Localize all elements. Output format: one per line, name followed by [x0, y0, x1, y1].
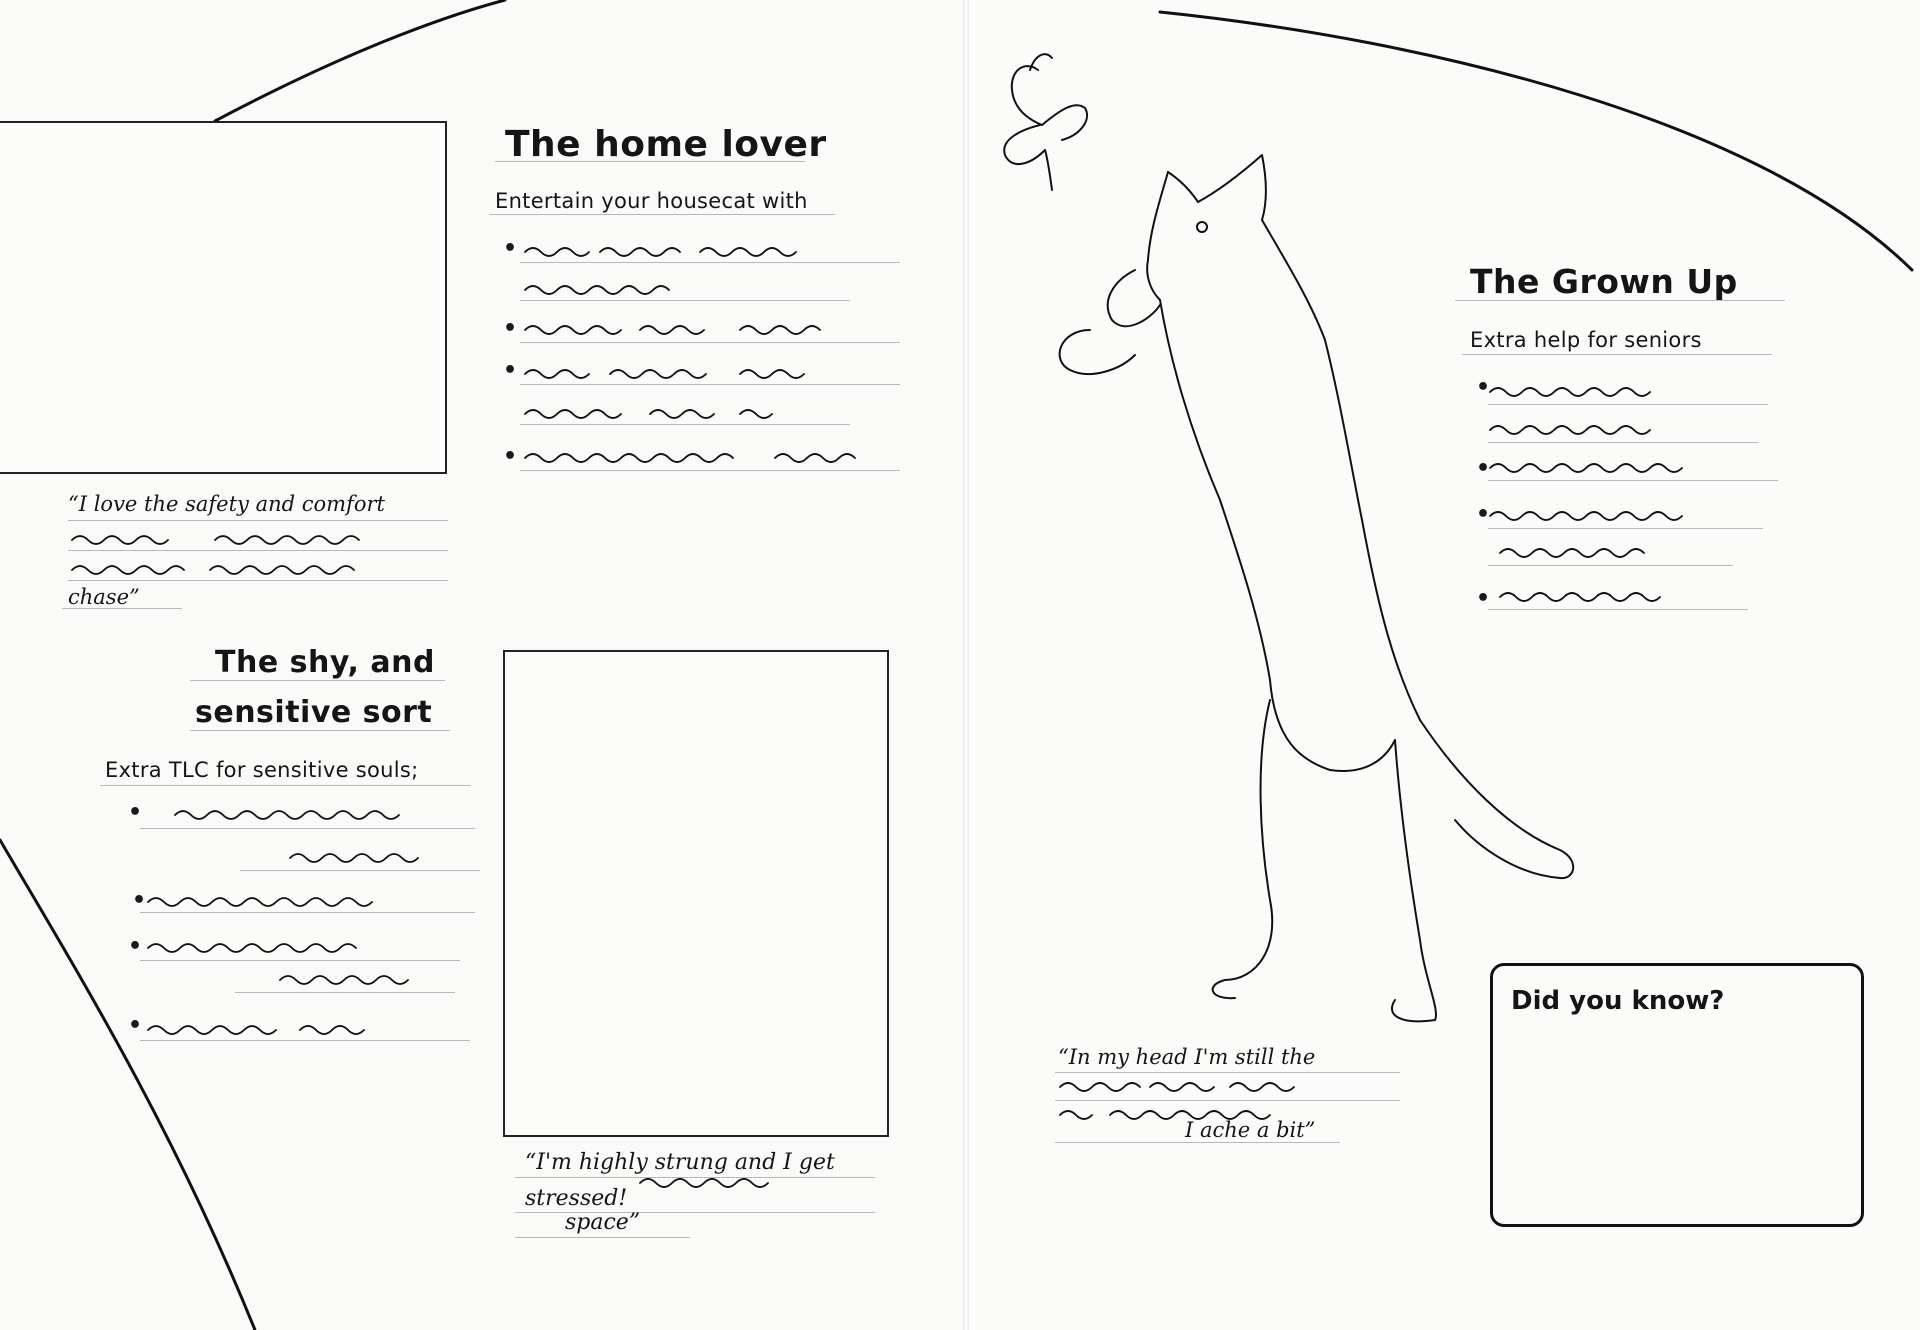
section-title-shy-line2: sensitive sort — [195, 695, 433, 730]
bullet-home-2: • — [503, 316, 518, 341]
quote-grown-start: “In my head I'm still the — [1058, 1045, 1316, 1069]
page-fold — [963, 0, 969, 1330]
section-subtitle-grown-up: Extra help for seniors — [1470, 328, 1702, 352]
did-you-know-title: Did you know? — [1511, 986, 1725, 1016]
bullet-grown-4: • — [1476, 586, 1491, 611]
bullet-shy-2: • — [132, 888, 147, 913]
section-title-shy-line1: The shy, and — [215, 645, 435, 680]
bullet-shy-3: • — [128, 934, 143, 959]
bullet-home-1: • — [503, 236, 518, 261]
bullet-home-4: • — [503, 444, 518, 469]
girl-cat-photo — [503, 650, 889, 1137]
quote-shy-end: space” — [565, 1210, 641, 1235]
did-you-know-box — [1490, 963, 1864, 1227]
bullet-shy-1: • — [128, 800, 143, 825]
quote-home-lover-end: chase” — [68, 585, 140, 609]
woman-cat-photo — [0, 121, 447, 474]
section-subtitle-home-lover: Entertain your housecat with — [495, 189, 808, 213]
section-subtitle-shy: Extra TLC for sensitive souls; — [105, 758, 419, 782]
bullet-shy-4: • — [128, 1013, 143, 1038]
quote-home-lover: “I love the safety and comfort — [68, 492, 385, 516]
bullet-grown-1: • — [1476, 375, 1491, 400]
bullet-grown-2: • — [1476, 456, 1491, 481]
quote-grown-end: I ache a bit” — [1185, 1118, 1316, 1142]
bullet-grown-3: • — [1476, 502, 1491, 527]
quote-shy-mid: stressed! — [525, 1186, 628, 1211]
section-title-grown-up: The Grown Up — [1470, 262, 1738, 301]
quote-shy-start: “I'm highly strung and I get — [525, 1150, 835, 1175]
section-title-home-lover: The home lover — [505, 124, 827, 165]
bullet-home-3: • — [503, 358, 518, 383]
